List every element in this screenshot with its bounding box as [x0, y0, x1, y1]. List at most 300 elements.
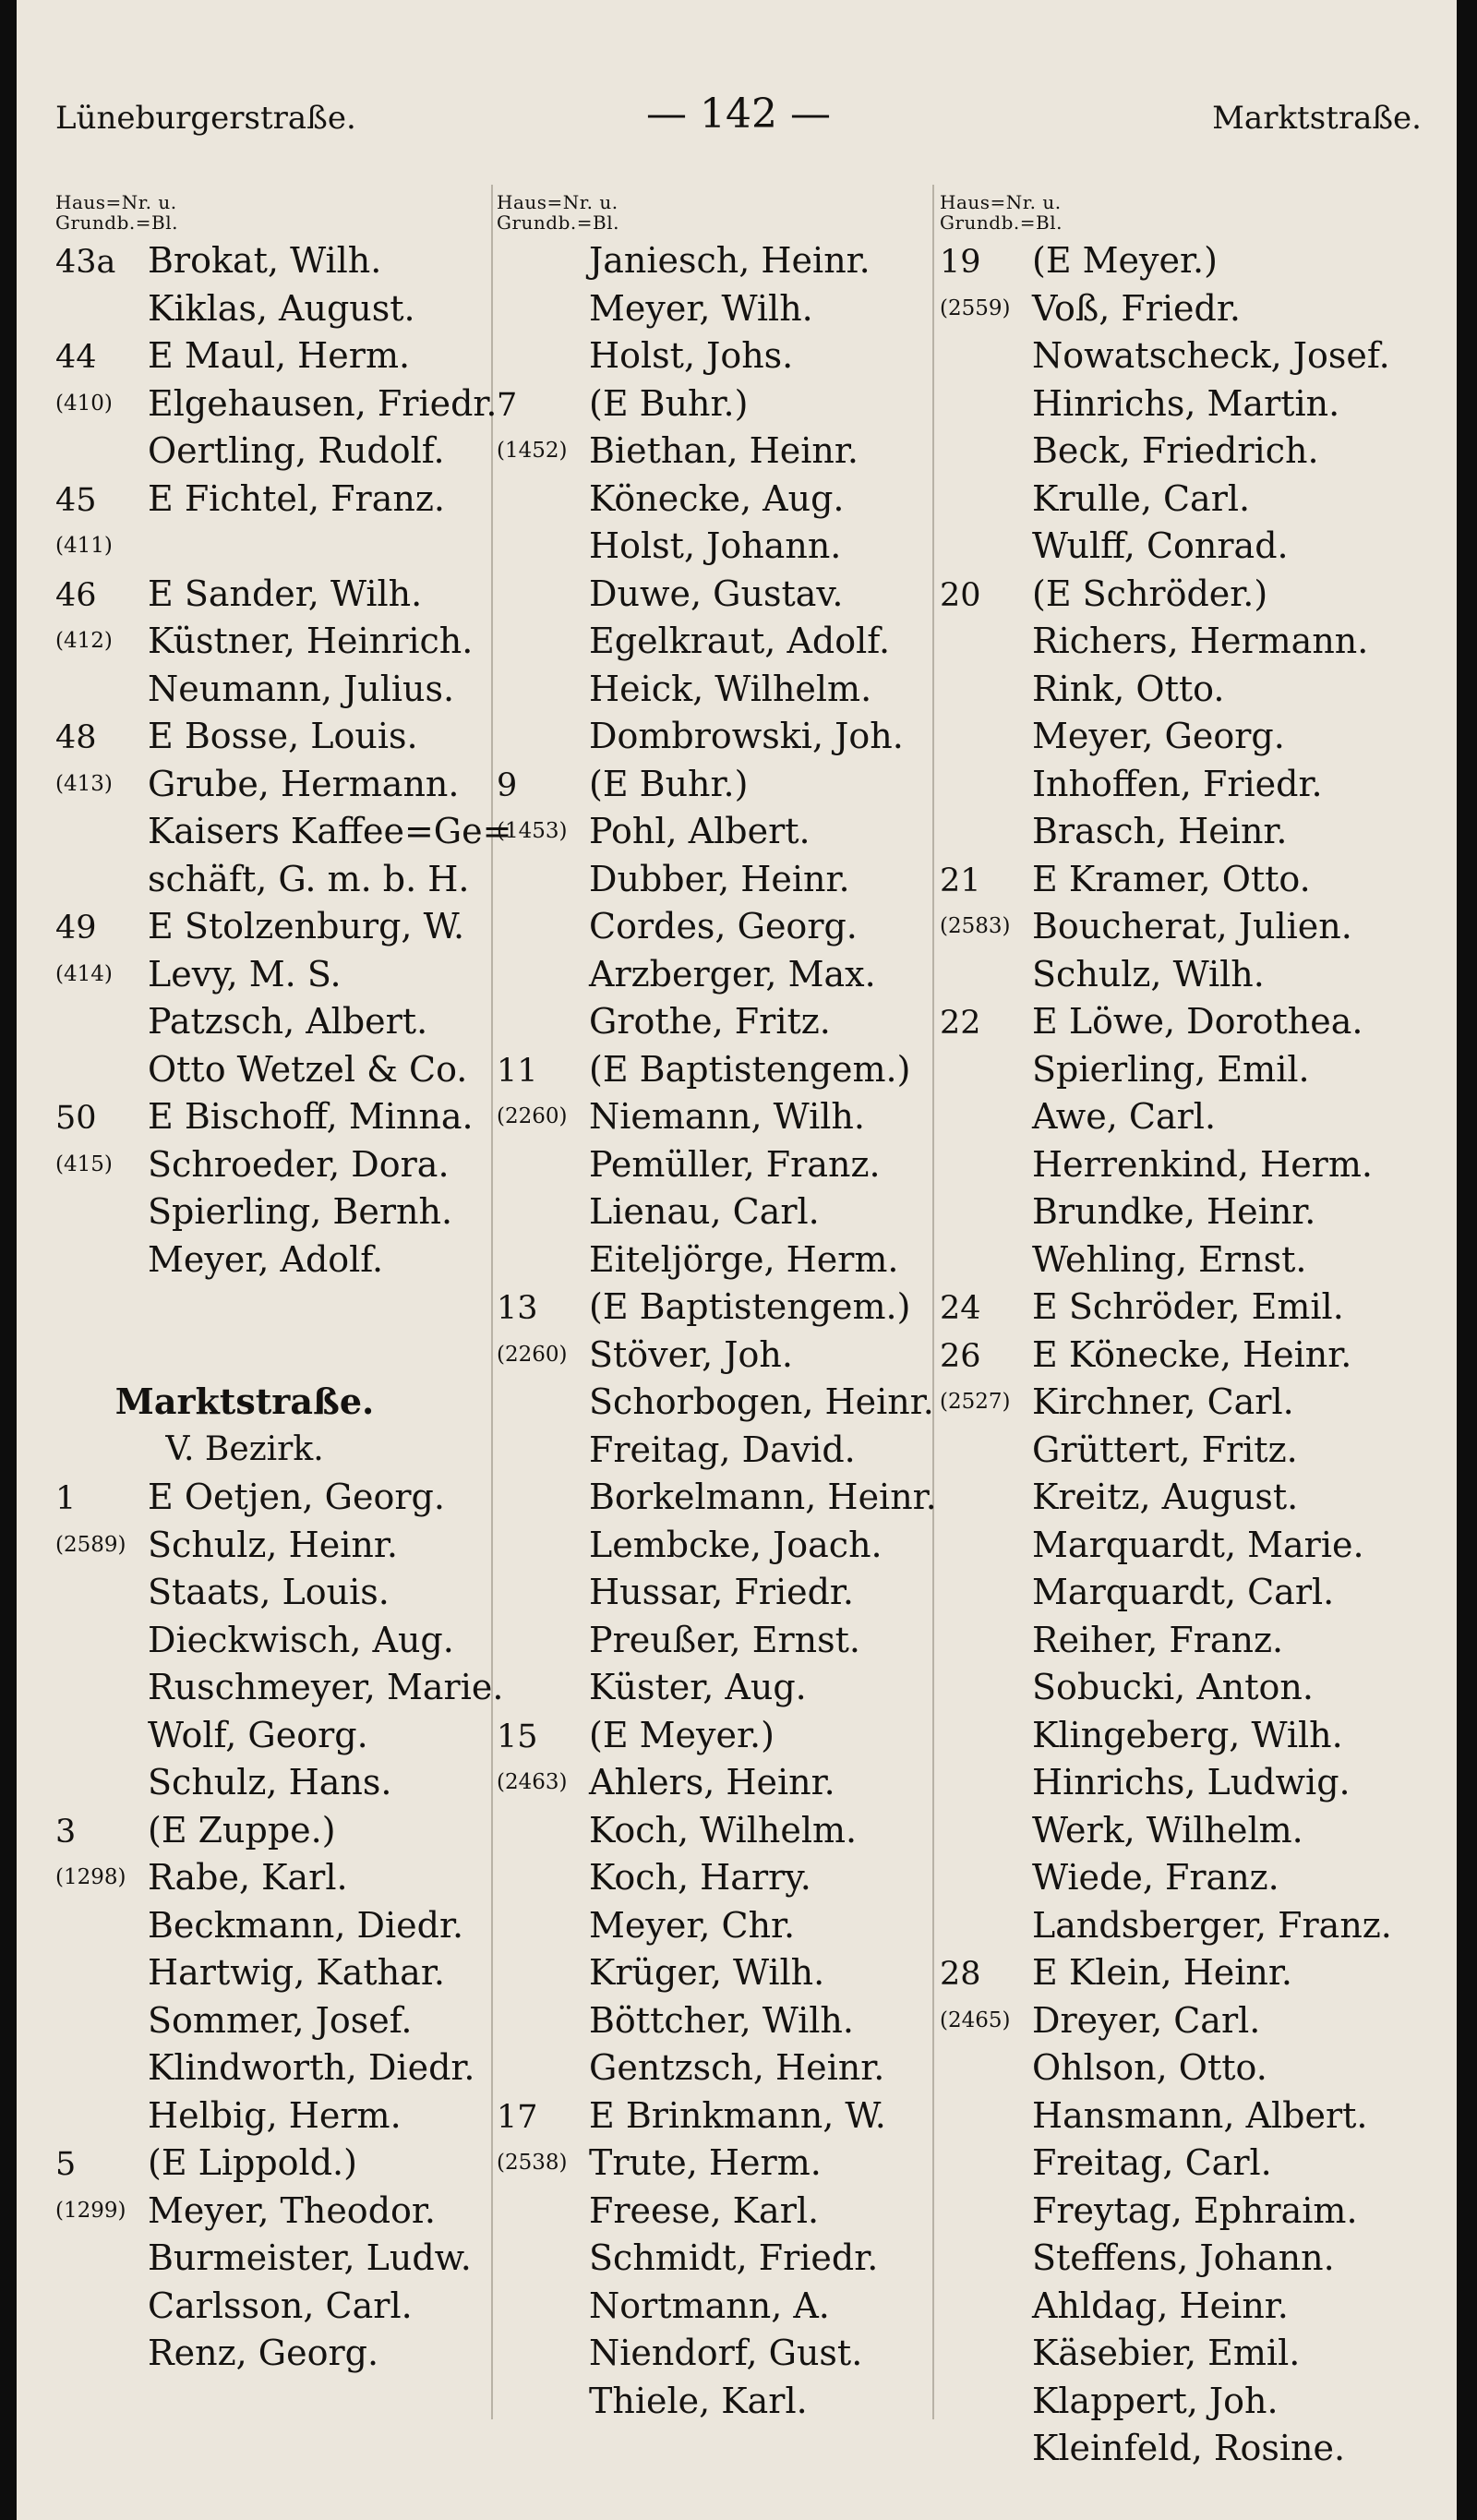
directory-entry	[55, 1237, 489, 1285]
directory-entry	[940, 2331, 1374, 2379]
directory-entry	[497, 1998, 931, 2046]
resident-name: Grüttert, Fritz.	[1032, 1429, 1298, 1470]
directory-entry	[55, 1094, 489, 1142]
directory-entry	[940, 952, 1374, 1000]
resident-name: Koch, Harry.	[589, 1857, 811, 1898]
directory-entry	[940, 2379, 1374, 2427]
directory-entry	[497, 381, 931, 429]
directory-entry	[55, 428, 489, 476]
house-number: 46	[55, 576, 97, 614]
directory-entry	[55, 1570, 489, 1618]
directory-entry	[497, 2188, 931, 2237]
resident-name: Biethan, Heinr.	[589, 430, 859, 471]
directory-entry	[940, 381, 1374, 429]
directory-entry	[497, 2331, 931, 2379]
directory-entry	[55, 1142, 489, 1190]
directory-entry	[497, 1142, 931, 1190]
directory-entry	[497, 857, 931, 905]
resident-name: Otto Wetzel & Co.	[148, 1048, 468, 1090]
entry-list	[940, 238, 1392, 2474]
resident-name: Schulz, Hans.	[148, 1762, 392, 1803]
resident-name: Eiteljörge, Herm.	[589, 1238, 899, 1280]
resident-name: Grothe, Fritz.	[589, 1001, 831, 1042]
directory-entry	[497, 2045, 931, 2093]
directory-entry	[55, 524, 489, 572]
resident-name: Heick, Wilhelm.	[589, 668, 872, 709]
column-header-line: Haus=Nr. u.	[55, 191, 177, 213]
directory-entry	[940, 714, 1374, 762]
resident-name: Hansmann, Albert.	[1032, 2094, 1368, 2136]
directory-entry	[55, 238, 489, 286]
resident-name: Wolf, Georg.	[148, 1714, 368, 1755]
resident-name: Voß, Friedr.	[1032, 287, 1241, 329]
house-number: (2583)	[940, 914, 1011, 938]
resident-name: Klappert, Joh.	[1032, 2380, 1279, 2421]
resident-name: Rink, Otto.	[1032, 668, 1225, 709]
resident-name: Schulz, Wilh.	[1032, 953, 1265, 995]
running-head-right: Marktstraße.	[1212, 100, 1422, 137]
directory-entry	[497, 762, 931, 810]
house-number: (2465)	[940, 2008, 1011, 2032]
resident-name: Meyer, Chr.	[589, 1904, 796, 1946]
resident-name: Sobucki, Anton.	[1032, 1667, 1314, 1707]
resident-name: Spierling, Bernh.	[148, 1191, 453, 1232]
directory-entry	[55, 1618, 489, 1666]
resident-name: E Schröder, Emil.	[1032, 1286, 1344, 1327]
resident-name: Beckmann, Diedr.	[148, 1904, 464, 1946]
directory-entry	[497, 952, 931, 1000]
resident-name: Cordes, Georg.	[589, 906, 858, 947]
resident-name: Krulle, Carl.	[1032, 477, 1251, 519]
house-number: (414)	[55, 961, 113, 986]
directory-entry	[497, 667, 931, 715]
resident-name: Arzberger, Max.	[589, 953, 876, 995]
directory-entry	[497, 2140, 931, 2188]
resident-name: Brundke, Heinr.	[1032, 1191, 1316, 1232]
house-number: 19	[940, 244, 981, 281]
resident-name: Schmidt, Friedr.	[589, 2237, 879, 2278]
directory-entry	[55, 476, 489, 524]
column-1	[55, 191, 512, 2379]
house-number: 45	[55, 481, 97, 519]
directory-entry	[497, 1047, 931, 1095]
directory-entry	[497, 2093, 931, 2141]
resident-name: Beck, Friedrich.	[1032, 430, 1319, 471]
directory-entry	[55, 333, 489, 381]
house-number: 1	[55, 1480, 77, 1517]
directory-entry	[940, 1808, 1374, 1856]
directory-entry	[55, 1998, 489, 2046]
resident-name: Lembcke, Joach.	[589, 1524, 883, 1565]
directory-entry	[940, 1189, 1374, 1237]
resident-name: Hussar, Friedr.	[589, 1572, 854, 1612]
house-number: 17	[497, 2098, 538, 2136]
column-header	[497, 192, 931, 238]
resident-name: E Stolzenburg, W.	[148, 906, 465, 947]
directory-entry	[940, 1618, 1374, 1666]
resident-name: Reiher, Franz.	[1032, 1619, 1284, 1660]
resident-name: Klingeberg, Wilh.	[1032, 1714, 1343, 1755]
house-number: 7	[497, 386, 518, 424]
directory-entry	[55, 2140, 489, 2188]
directory-entry	[497, 714, 931, 762]
resident-name: Klindworth, Diedr.	[148, 2047, 475, 2088]
resident-name: Küstner, Heinrich.	[148, 621, 474, 661]
directory-entry	[497, 1094, 931, 1142]
directory-entry	[940, 2140, 1374, 2188]
house-number: 13	[497, 1290, 538, 1327]
resident-name: Kirchner, Carl.	[1032, 1381, 1294, 1422]
directory-entry	[940, 1665, 1374, 1713]
directory-entry	[940, 333, 1390, 381]
directory-entry	[497, 428, 931, 476]
house-number: 48	[55, 719, 97, 756]
directory-entry	[55, 2236, 489, 2284]
resident-name: Meyer, Wilh.	[589, 287, 813, 329]
resident-name: Freese, Karl.	[589, 2189, 820, 2231]
resident-name: E Brinkmann, W.	[589, 2094, 886, 2136]
directory-entry	[55, 809, 512, 857]
resident-name: (E Zuppe.)	[148, 1809, 336, 1851]
resident-name: E Könecke, Heinr.	[1032, 1333, 1352, 1375]
house-number: (2559)	[940, 295, 1011, 320]
column-header-line: Grundb.=Bl.	[497, 211, 619, 234]
resident-name: Meyer, Adolf.	[148, 1238, 384, 1280]
directory-entry	[940, 524, 1374, 572]
resident-name: Borkelmann, Heinr.	[589, 1477, 937, 1517]
column-header-line: Haus=Nr. u.	[497, 191, 618, 213]
resident-name: Marquardt, Marie.	[1032, 1524, 1364, 1565]
district-label: V. Bezirk.	[165, 1429, 324, 1468]
resident-name: Preußer, Ernst.	[589, 1619, 860, 1660]
resident-name: E Bischoff, Minna.	[148, 1096, 474, 1137]
directory-entry	[55, 714, 489, 762]
resident-name: Brokat, Wilh.	[148, 240, 382, 281]
directory-entry	[940, 1475, 1374, 1523]
column-header-line: Grundb.=Bl.	[940, 211, 1063, 234]
column-divider	[491, 185, 493, 2419]
house-number: (412)	[55, 629, 113, 653]
resident-name: (E Lippold.)	[148, 2142, 357, 2183]
resident-name: Sommer, Josef.	[148, 1999, 413, 2041]
directory-entry	[940, 1428, 1374, 1476]
directory-entry	[55, 1760, 489, 1808]
resident-name: Niemann, Wilh.	[589, 1096, 865, 1137]
column-header-line: Grundb.=Bl.	[55, 211, 178, 234]
directory-entry	[497, 1475, 937, 1523]
resident-name: Helbig, Herm.	[148, 2094, 402, 2136]
house-number: (410)	[55, 391, 113, 416]
directory-entry	[940, 809, 1374, 857]
resident-name: Nowatscheck, Josef.	[1032, 335, 1390, 376]
resident-name: Kleinfeld, Rosine.	[1032, 2428, 1346, 2468]
resident-name: Spierling, Emil.	[1032, 1048, 1310, 1090]
directory-entry	[497, 1428, 931, 1476]
house-number: 26	[940, 1337, 981, 1375]
resident-name: Schulz, Heinr.	[148, 1524, 398, 1565]
resident-name: Ruschmeyer, Marie.	[148, 1667, 504, 1707]
directory-entry	[497, 2236, 931, 2284]
resident-name: Burmeister, Ludw.	[148, 2237, 472, 2278]
directory-entry	[55, 667, 489, 715]
house-number: (413)	[55, 771, 113, 796]
house-number: 20	[940, 576, 981, 614]
resident-name: Hinrichs, Martin.	[1032, 382, 1340, 424]
resident-name: Boucherat, Julien.	[1032, 906, 1352, 947]
resident-name: Kreitz, August.	[1032, 1477, 1299, 1517]
resident-name: (E Meyer.)	[589, 1714, 775, 1755]
resident-name: Stöver, Joh.	[589, 1333, 793, 1375]
scan-edge-right	[1457, 0, 1477, 2520]
resident-name: Elgehausen, Friedr.	[148, 382, 498, 424]
resident-name: E Klein, Heinr.	[1032, 1952, 1292, 1993]
resident-name: Dieckwisch, Aug.	[148, 1619, 454, 1660]
directory-entry	[940, 1950, 1374, 1998]
house-number: (2463)	[497, 1770, 568, 1794]
house-number: (1452)	[497, 439, 568, 463]
directory-entry	[497, 999, 931, 1047]
directory-entry	[497, 1855, 931, 1903]
directory-entry	[940, 572, 1374, 620]
resident-name: Pohl, Albert.	[589, 811, 811, 851]
directory-entry	[497, 1523, 931, 1571]
resident-name: Pemüller, Franz.	[589, 1143, 881, 1185]
directory-entry	[497, 476, 931, 524]
resident-name: Staats, Louis.	[148, 1572, 390, 1612]
directory-entry	[940, 762, 1374, 810]
directory-entry	[497, 1808, 931, 1856]
directory-entry	[940, 476, 1374, 524]
resident-name: Levy, M. S.	[148, 953, 342, 995]
resident-name: Wulff, Conrad.	[1032, 525, 1289, 566]
directory-entry	[940, 1760, 1374, 1808]
directory-entry	[940, 1380, 1374, 1428]
directory-entry	[497, 1903, 931, 1951]
resident-name: Käsebier, Emil.	[1032, 2333, 1301, 2373]
house-number: (1298)	[55, 1865, 126, 1889]
directory-entry	[940, 667, 1374, 715]
directory-entry	[55, 286, 489, 334]
directory-entry	[497, 524, 931, 572]
directory-entry	[497, 333, 931, 381]
column-2	[497, 191, 937, 2426]
directory-entry	[497, 1713, 931, 1761]
directory-entry	[940, 1998, 1374, 2046]
directory-entry	[497, 572, 931, 620]
directory-entry	[940, 238, 1374, 286]
scan-edge-left	[0, 0, 17, 2520]
house-number: 22	[940, 1005, 981, 1042]
resident-name: schäft, G. m. b. H.	[148, 858, 470, 899]
directory-entry	[55, 1713, 489, 1761]
directory-entry	[55, 1189, 489, 1237]
directory-entry	[497, 238, 931, 286]
resident-name: Gentzsch, Heinr.	[589, 2047, 885, 2088]
resident-name: (E Baptistengem.)	[589, 1048, 911, 1090]
house-number: (2538)	[497, 2151, 568, 2175]
directory-entry	[497, 286, 931, 334]
directory-entry	[497, 2379, 931, 2427]
resident-name: Trute, Herm.	[589, 2142, 822, 2183]
spacer	[55, 1332, 489, 1381]
entry-list	[55, 238, 512, 1284]
resident-name: Dubber, Heinr.	[589, 858, 850, 899]
directory-entry	[497, 1380, 934, 1428]
directory-entry	[497, 1284, 931, 1332]
house-number: 28	[940, 1956, 981, 1993]
directory-entry	[497, 1618, 931, 1666]
directory-entry	[940, 1523, 1374, 1571]
directory-entry	[940, 2045, 1374, 2093]
directory-entry	[940, 619, 1374, 667]
resident-name: Böttcher, Wilh.	[589, 1999, 854, 2041]
house-number: 50	[55, 1100, 97, 1137]
directory-entry	[940, 2236, 1374, 2284]
resident-name: E Maul, Herm.	[148, 335, 411, 376]
resident-name: Küster, Aug.	[589, 1667, 807, 1707]
directory-entry	[940, 2188, 1374, 2237]
directory-entry	[55, 2284, 489, 2332]
directory-entry	[497, 1189, 931, 1237]
directory-entry	[55, 2188, 489, 2237]
directory-entry	[940, 1713, 1374, 1761]
directory-entry	[497, 1950, 931, 1998]
directory-entry	[940, 1570, 1374, 1618]
resident-name: (E Schröder.)	[1032, 573, 1268, 614]
column-header	[55, 192, 489, 238]
resident-name: Neumann, Julius.	[148, 668, 455, 709]
resident-name: Egelkraut, Adolf.	[589, 621, 891, 661]
house-number: (411)	[55, 534, 113, 558]
resident-name: Marquardt, Carl.	[1032, 1572, 1335, 1612]
directory-entry	[940, 2284, 1374, 2332]
directory-entry	[55, 381, 498, 429]
resident-name: Dombrowski, Joh.	[589, 716, 904, 756]
house-number: 9	[497, 766, 518, 804]
column-header-line: Haus=Nr. u.	[940, 191, 1062, 213]
house-number: 44	[55, 339, 97, 376]
house-number: 11	[497, 1052, 538, 1090]
resident-name: Richers, Hermann.	[1032, 621, 1369, 661]
resident-name: (E Buhr.)	[589, 382, 749, 424]
resident-name: (E Baptistengem.)	[589, 1286, 911, 1327]
resident-name: (E Buhr.)	[589, 763, 749, 804]
resident-name: Ahlers, Heinr.	[589, 1762, 835, 1803]
house-number: 49	[55, 910, 97, 947]
house-number: (2589)	[55, 1532, 126, 1557]
resident-name: Carlsson, Carl.	[148, 2285, 413, 2326]
house-number: 15	[497, 1718, 538, 1755]
resident-name: Hinrichs, Ludwig.	[1032, 1762, 1351, 1803]
directory-entry	[940, 999, 1374, 1047]
resident-name: Rabe, Karl.	[148, 1857, 348, 1898]
resident-name: Wehling, Ernst.	[1032, 1238, 1307, 1280]
column-divider	[932, 185, 934, 2419]
resident-name: Steffens, Johann.	[1032, 2237, 1335, 2278]
resident-name: Duwe, Gustav.	[589, 573, 844, 614]
resident-name: Freitag, David.	[589, 1429, 856, 1470]
entry-list	[55, 1475, 504, 2379]
resident-name: Thiele, Karl.	[589, 2380, 808, 2421]
resident-name: (E Meyer.)	[1032, 240, 1218, 281]
resident-name: Brasch, Heinr.	[1032, 811, 1288, 851]
resident-name: Niendorf, Gust.	[589, 2333, 863, 2373]
directory-entry	[940, 904, 1374, 952]
street-heading: Marktstraße.	[114, 1381, 375, 1422]
directory-entry	[940, 1237, 1374, 1285]
running-head-left: Lüneburgerstraße.	[55, 100, 356, 137]
page-number: — 142 —	[646, 90, 831, 138]
house-number: (1453)	[497, 819, 568, 843]
resident-name: E Sander, Wilh.	[148, 573, 423, 614]
directory-entry	[55, 952, 489, 1000]
entry-list	[497, 238, 937, 2426]
resident-name: E Löwe, Dorothea.	[1032, 1001, 1363, 1042]
resident-name: Renz, Georg.	[148, 2333, 379, 2373]
directory-entry	[55, 1855, 489, 1903]
directory-entry	[55, 2045, 489, 2093]
directory-entry	[497, 904, 931, 952]
resident-name: Ahldag, Heinr.	[1032, 2285, 1289, 2326]
house-number: 21	[940, 862, 981, 899]
house-number: (2260)	[497, 1342, 568, 1367]
resident-name: Koch, Wilhelm.	[589, 1809, 858, 1851]
directory-entry	[55, 999, 489, 1047]
resident-name: Oertling, Rudolf.	[148, 430, 445, 471]
house-number: 43a	[55, 244, 116, 281]
directory-entry	[55, 2331, 489, 2379]
resident-name: Inhoffen, Friedr.	[1032, 763, 1323, 804]
directory-entry	[55, 1475, 489, 1523]
resident-name: Lienau, Carl.	[589, 1191, 820, 1232]
house-number: (415)	[55, 1151, 113, 1176]
directory-entry	[940, 1094, 1374, 1142]
directory-entry	[940, 1855, 1374, 1903]
resident-name: E Kramer, Otto.	[1032, 858, 1311, 899]
directory-entry	[940, 2426, 1374, 2474]
resident-name: Werk, Wilhelm.	[1032, 1809, 1303, 1851]
resident-name: Krüger, Wilh.	[589, 1952, 825, 1993]
resident-name: Meyer, Theodor.	[148, 2189, 436, 2231]
directory-entry	[55, 1808, 489, 1856]
resident-name: Landsberger, Franz.	[1032, 1904, 1392, 1946]
resident-name: Freitag, Carl.	[1032, 2142, 1272, 2183]
resident-name: Schorbogen, Heinr.	[589, 1381, 934, 1422]
directory-entry	[940, 857, 1374, 905]
resident-name: Ohlson, Otto.	[1032, 2047, 1267, 2088]
house-number: 3	[55, 1813, 77, 1851]
directory-entry	[55, 857, 489, 905]
resident-name: Herrenkind, Herm.	[1032, 1143, 1373, 1185]
resident-name: Awe, Carl.	[1032, 1096, 1217, 1137]
directory-entry	[940, 1047, 1374, 1095]
resident-name: Grube, Hermann.	[148, 763, 460, 804]
resident-name: E Oetjen, Georg.	[148, 1477, 445, 1517]
directory-entry	[55, 762, 489, 810]
resident-name: Dreyer, Carl.	[1032, 1999, 1261, 2041]
page-header	[55, 90, 1422, 155]
directory-entry	[55, 2093, 489, 2141]
house-number: (2260)	[497, 1104, 568, 1128]
column-header	[940, 192, 1374, 238]
resident-name: Holst, Johs.	[589, 335, 794, 376]
resident-name: Janiesch, Heinr.	[589, 240, 871, 281]
directory-entry	[940, 2093, 1374, 2141]
resident-name: Kaisers Kaffee=Ge=	[148, 811, 512, 851]
directory-entry	[497, 619, 931, 667]
directory-entry	[940, 1142, 1374, 1190]
resident-name: Meyer, Georg.	[1032, 716, 1285, 756]
